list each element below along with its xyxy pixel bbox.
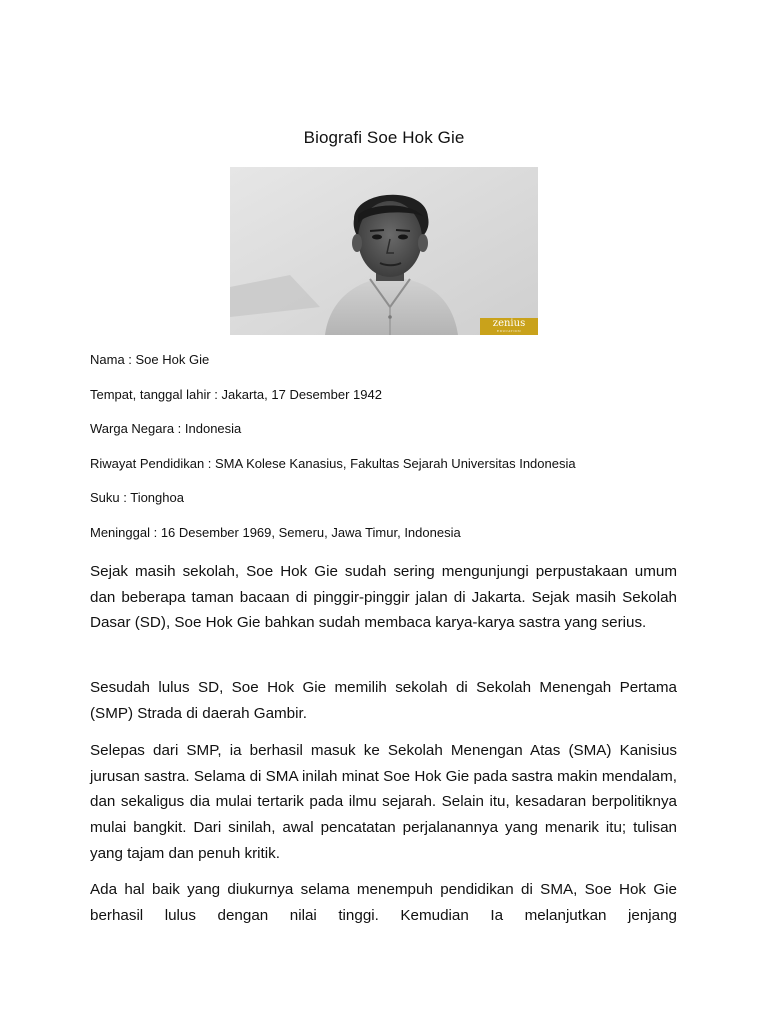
logo-text: zenius (492, 318, 526, 329)
paragraph: Ada hal baik yang diukurnya selama menempuh pendidikan di SMA, Soe Hok Gie berhasil lulus dengan nilai tinggi. Kemudian Ia melanjutkan jenjang (90, 881, 677, 924)
field-meninggal: Meninggal : 16 Desember 1969, Semeru, Jawa Timur, Indonesia (90, 524, 461, 540)
field-tempat-tanggal-lahir: Tempat, tanggal lahir : Jakarta, 17 Desember 1942 (90, 386, 382, 402)
field-warga-negara: Warga Negara : Indonesia (90, 421, 242, 437)
zenius-logo (480, 318, 538, 335)
field-riwayat-pendidikan: Riwayat Pendidikan : SMA Kolese Kanasius, Fakultas Sejarah Universitas Indonesia (90, 455, 576, 471)
biodata-list (90, 352, 690, 560)
paragraph: Selepas dari SMP, ia berhasil masuk ke Sekolah Menengan Atas (SMA) Kanisius jurusan sastra. Selama di SMA inilah minat Soe Hok Gie pada sastra makin mendalam, dan sekaligus dia mulai tertarik pada ilmu sejarah. Selain itu, kesadaran berpolitiknya mulai bangkit. Dari sinilah, awal pencatatan perjalanannya yang menarik itu; tulisan yang tajam dan penuh kritik. (90, 742, 677, 862)
field-nama: Nama : Soe Hok Gie (90, 352, 210, 367)
document-title: Biografi Soe Hok Gie (303, 128, 465, 147)
portrait-image (230, 167, 538, 335)
paragraph: Sejak masih sekolah, Soe Hok Gie sudah sering mengunjungi perpustakaan umum dan beberapa taman bacaan di pinggir-pinggir jalan di Jakarta. Sejak masih Sekolah Dasar (SD), Soe Hok Gie bahkan sudah membaca karya-karya sastra yang serius. (90, 563, 677, 632)
paragraph: Sesudah lulus SD, Soe Hok Gie memilih sekolah di Sekolah Menengah Pertama (SMP) Strada di daerah Gambir. (90, 679, 677, 722)
logo-subtext: EDUCATION (496, 329, 522, 333)
portrait-photo (230, 167, 538, 335)
field-suku: Suku : Tionghoa (90, 490, 184, 506)
